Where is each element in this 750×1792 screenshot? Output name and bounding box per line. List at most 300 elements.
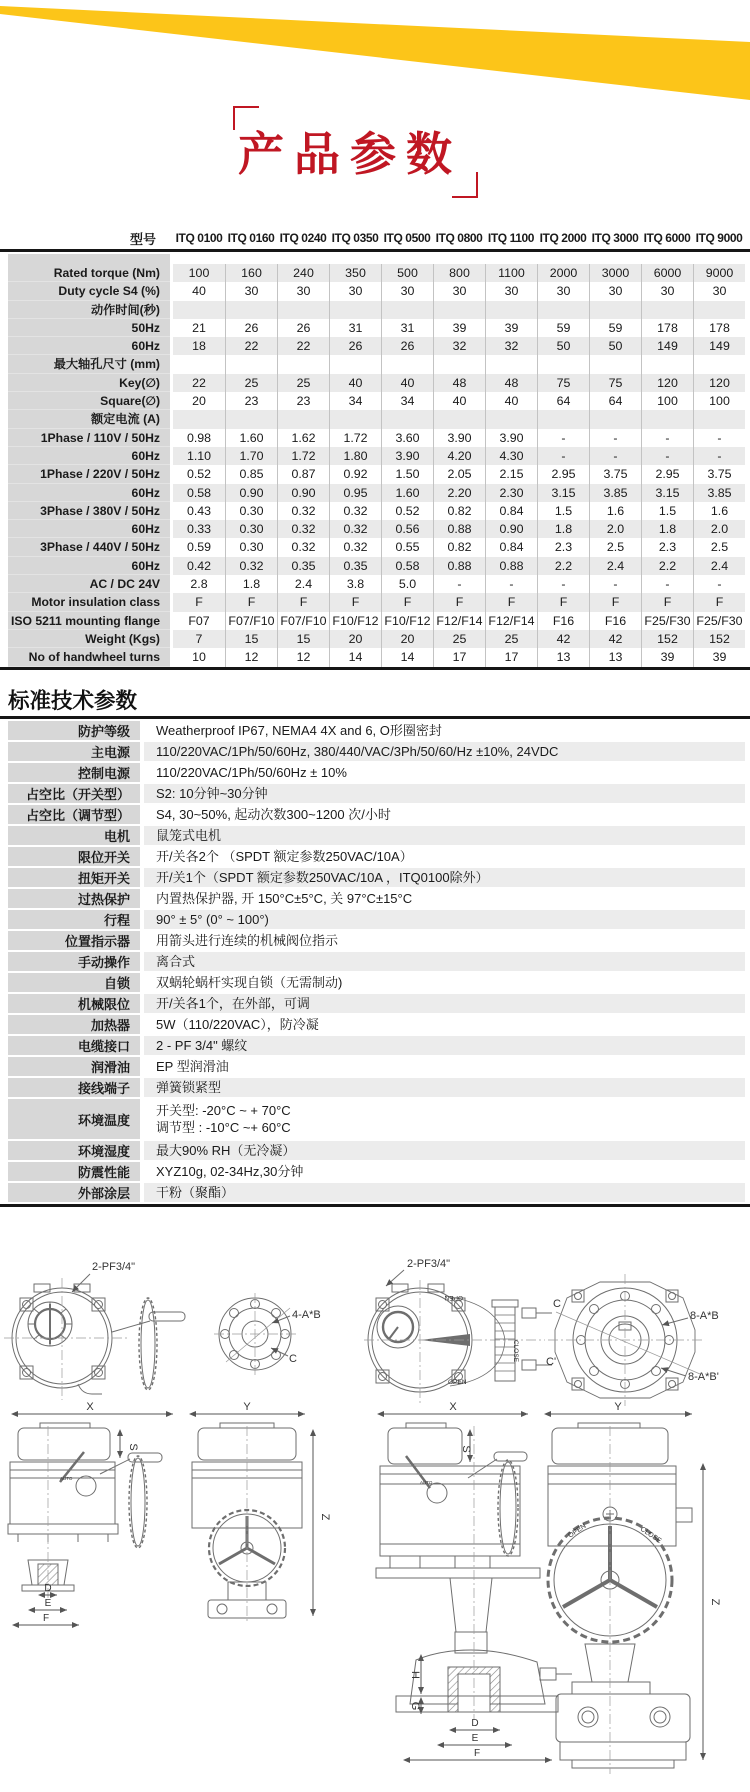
value-cell: 0.43 [186, 503, 212, 518]
value-cell: 2000 [537, 264, 589, 282]
tech-param-label: 主电源 [8, 742, 140, 763]
tech-param-label: 接线端子 [8, 1078, 140, 1099]
row-values [173, 630, 745, 648]
table-row [8, 319, 745, 337]
value-cell [381, 410, 433, 428]
value-cell: F [589, 593, 641, 611]
value-cell: 0.32 [329, 520, 381, 538]
section-c-right: C [553, 1298, 561, 1310]
value-cell: - [641, 575, 693, 593]
section-c-left: C [289, 1353, 297, 1365]
model-header-cell: ITQ 1100 [487, 231, 535, 245]
tech-param-value [144, 1015, 745, 1036]
dim-x-right: X [449, 1401, 457, 1413]
value-cell: 0.52 [186, 467, 212, 482]
tech-param-value [144, 847, 745, 868]
tech-param-value [144, 931, 745, 952]
value-cell [329, 355, 381, 373]
value-cell [433, 410, 485, 428]
dim-z-left: Z [319, 1513, 331, 1521]
value-cell: 178 [693, 319, 745, 337]
model-header-cell: ITQ 0100 [175, 231, 223, 245]
table-section-row [8, 301, 745, 319]
model-header-cell: ITQ 0500 [383, 231, 431, 245]
value-cell [485, 355, 537, 373]
table-row [8, 538, 745, 556]
value-cell: 2.0 [693, 520, 745, 538]
value-cell [277, 410, 329, 428]
value-cell: - [641, 429, 693, 447]
value-cell: F10/F12 [381, 612, 433, 630]
row-values [173, 484, 745, 502]
value-cell [329, 410, 381, 428]
value-cell: 3.15 [537, 484, 589, 502]
value-cell: 40 [433, 392, 485, 410]
value-cell: 39 [485, 319, 537, 337]
tech-param-label: 手动操作 [8, 952, 140, 973]
table-row [8, 575, 745, 593]
value-cell: 31 [329, 319, 381, 337]
value-cell: 1.50 [381, 465, 433, 483]
tech-param-label: 环境湿度 [8, 1141, 140, 1162]
value-cell: 0.84 [485, 502, 537, 520]
row-label: 1Phase / 220V / 50Hz [8, 465, 170, 483]
yellow-ribbon [0, 0, 750, 110]
value-cell: F25/F30 [693, 612, 745, 630]
value-cell: 178 [641, 319, 693, 337]
value-cell: 40 [329, 374, 381, 392]
value-cell: 0.82 [433, 538, 485, 556]
value-cell: 0.90 [277, 484, 329, 502]
tech-param-label: 防震性能 [8, 1162, 140, 1183]
tech-param-label: 外部涂层 [8, 1183, 140, 1204]
tech-param-value [144, 1099, 745, 1141]
tech-param-label: 电缆接口 [8, 1036, 140, 1057]
drawing-topview-left [4, 1274, 185, 1400]
value-cell: 1.8 [641, 520, 693, 538]
value-cell: 14 [381, 648, 433, 666]
tech-param-value-line: Weatherproof IP67, NEMA4 4X and 6, O形圈密封 [156, 723, 442, 738]
table-section-row [8, 410, 745, 428]
dim-d-right: D [471, 1718, 479, 1729]
value-cell [173, 301, 225, 319]
tech-param-value-line: 5W（110/220VAC），防冷凝 [156, 1017, 319, 1032]
title-bracket-bottom-right [452, 172, 478, 198]
row-label: 1Phase / 110V / 50Hz [8, 429, 170, 447]
tech-param-label: 占空比（开关型） [8, 784, 140, 805]
tech-param-value-line: 110/220VAC/1Ph/50/60Hz, 380/440/VAC/3Ph/50/60/Hz ±10%, 24VDC [156, 744, 559, 759]
value-cell: 0.32 [277, 520, 329, 538]
value-cell: 160 [225, 264, 277, 282]
value-cell: 2.2 [641, 557, 693, 575]
tech-param-label: 控制电源 [8, 763, 140, 784]
value-cell: 25 [225, 374, 277, 392]
value-cell: 3.90 [381, 447, 433, 465]
table-row [8, 630, 745, 648]
value-cell: 3.85 [589, 484, 641, 502]
table-row [8, 520, 745, 538]
value-cell: 30 [381, 282, 433, 300]
row-label: 60Hz [8, 520, 170, 538]
open-label-wheel: OPEN [567, 1522, 588, 1540]
value-cell: 15 [225, 630, 277, 648]
row-label: 50Hz [8, 319, 170, 337]
row-values [173, 447, 745, 465]
value-cell: 25 [433, 630, 485, 648]
value-cell: 17 [485, 648, 537, 666]
value-cell: 100 [173, 264, 225, 282]
value-cell: 48 [485, 374, 537, 392]
value-cell: - [537, 429, 589, 447]
value-cell: 0.35 [329, 557, 381, 575]
dim-y-left: Y [243, 1401, 251, 1413]
value-cell: 2.20 [433, 484, 485, 502]
value-cell: 75 [589, 374, 641, 392]
value-cell: 0.32 [329, 538, 381, 556]
value-cell: 1.70 [225, 447, 277, 465]
row-values [173, 557, 745, 575]
value-cell: 0.85 [225, 465, 277, 483]
model-header-cell: ITQ 0350 [331, 231, 379, 245]
tech-param-value [144, 973, 745, 994]
value-cell: - [693, 575, 745, 593]
value-cell [589, 355, 641, 373]
value-cell: 39 [433, 319, 485, 337]
value-cell: 2.3 [537, 538, 589, 556]
value-cell: 149 [693, 337, 745, 355]
value-cell: 3.75 [589, 465, 641, 483]
conduit-callout-left: 2-PF3/4" [92, 1261, 136, 1273]
model-header-label: 型号 [129, 231, 156, 247]
tech-param-label: 环境温度 [8, 1099, 140, 1141]
value-cell: F [173, 593, 225, 611]
value-cell: 3000 [589, 264, 641, 282]
tech-param-row [8, 1099, 745, 1141]
value-cell: 1.62 [277, 429, 329, 447]
value-cell [485, 301, 537, 319]
value-cell: F16 [589, 612, 641, 630]
row-values [173, 374, 745, 392]
value-cell: 0.35 [277, 557, 329, 575]
value-cell [433, 355, 485, 373]
value-cell: 0.84 [485, 538, 537, 556]
value-cell: 0.88 [485, 557, 537, 575]
tech-param-value [144, 763, 745, 784]
value-cell: 30 [433, 282, 485, 300]
value-cell: 23 [277, 392, 329, 410]
tech-param-value-line: 内置热保护器, 开 150°C±5°C, 关 97°C±15°C [156, 891, 413, 906]
tech-param-label: 位置指示器 [8, 931, 140, 952]
tech-param-value [144, 1036, 745, 1057]
value-cell: 0.56 [381, 520, 433, 538]
table-spacer-label [8, 254, 170, 264]
value-cell: 6000 [641, 264, 693, 282]
value-cell: 17 [433, 648, 485, 666]
value-cell: 20 [192, 394, 206, 409]
value-cell: 30 [537, 282, 589, 300]
tech-param-value-line: 2 - PF 3/4" 螺纹 [156, 1038, 248, 1053]
row-label: Rated torque (Nm) [8, 264, 170, 282]
divider-top [0, 249, 750, 252]
row-values [173, 538, 745, 556]
tech-param-value-line: 开/关1个（SPDT 额定参数250VAC/10A ，ITQ0100除外） [156, 870, 489, 885]
value-cell: 0.87 [277, 465, 329, 483]
model-header-cell: ITQ 0160 [227, 231, 275, 245]
value-cell [225, 301, 277, 319]
value-cell [537, 410, 589, 428]
table-row [8, 502, 745, 520]
value-cell: F [693, 593, 745, 611]
value-cell: 1.6 [589, 502, 641, 520]
tech-param-row [8, 1162, 745, 1183]
value-cell: 18 [173, 337, 225, 355]
table-row [8, 648, 745, 666]
value-cell: 0.30 [225, 502, 277, 520]
value-cell: 39 [693, 648, 745, 666]
row-label: 60Hz [8, 447, 170, 465]
value-cell [589, 410, 641, 428]
value-cell: 32 [433, 337, 485, 355]
value-cell: - [589, 575, 641, 593]
value-cell: 0.92 [329, 465, 381, 483]
tech-param-row [8, 721, 745, 742]
value-cell: 3.8 [329, 575, 381, 593]
tech-param-row [8, 910, 745, 931]
value-cell: - [433, 575, 485, 593]
table-row [8, 447, 745, 465]
value-cell [641, 410, 693, 428]
table-row [8, 337, 745, 355]
value-cell: F25/F30 [641, 612, 693, 630]
value-cell [433, 301, 485, 319]
value-cell: 3.90 [433, 429, 485, 447]
value-cell: 50 [537, 337, 589, 355]
value-cell: 2.4 [589, 557, 641, 575]
value-cell: 40 [381, 374, 433, 392]
tech-param-value [144, 952, 745, 973]
model-header-cell: ITQ 0800 [435, 231, 483, 245]
tech-param-row [8, 784, 745, 805]
tech-param-row [8, 1141, 745, 1162]
tech-param-value [144, 742, 745, 763]
value-cell: 32 [485, 337, 537, 355]
value-cell: 34 [381, 392, 433, 410]
value-cell: 0.33 [173, 520, 225, 538]
value-cell: 13 [589, 648, 641, 666]
value-cell: 13 [537, 648, 589, 666]
table-row [8, 557, 745, 575]
value-cell: F [485, 593, 537, 611]
tech-param-label: 占空比（调节型） [8, 805, 140, 826]
tech-param-value-line: 最大90% RH（无冷凝） [156, 1143, 296, 1158]
value-cell: 0.30 [225, 520, 277, 538]
value-cell: 2.5 [693, 538, 745, 556]
value-cell: 0.95 [329, 484, 381, 502]
value-cell: 3.60 [381, 429, 433, 447]
tech-param-value-line: 弹簧锁紧型 [156, 1080, 222, 1095]
value-cell [381, 301, 433, 319]
tech-param-value [144, 910, 745, 931]
value-cell: 3.90 [485, 429, 537, 447]
dim-g-right: G [409, 1701, 421, 1711]
tech-param-value-line: XYZ10g, 02-34Hz,30分钟 [156, 1164, 304, 1179]
value-cell: F07 [188, 613, 210, 628]
table-spacer-row [8, 254, 745, 264]
value-cell: 0.82 [433, 502, 485, 520]
row-label: Key(∅) [8, 374, 170, 392]
value-cell: F12/F14 [485, 612, 537, 630]
table-row [8, 465, 745, 483]
value-cell: 30 [693, 282, 745, 300]
value-cell [277, 301, 329, 319]
value-cell: 48 [433, 374, 485, 392]
table-row [8, 392, 745, 410]
value-cell: 9000 [693, 264, 745, 282]
tech-param-row [8, 826, 745, 847]
value-cell: 1.80 [329, 447, 381, 465]
dimension-drawings [0, 1212, 750, 1792]
value-cell: 21 [192, 320, 206, 335]
tech-param-label: 电机 [8, 826, 140, 847]
tech-param-value [144, 1141, 745, 1162]
value-cell: 0.58 [173, 484, 225, 502]
value-cell: 2.0 [589, 520, 641, 538]
value-cell: - [589, 429, 641, 447]
tech-param-label: 机械限位 [8, 994, 140, 1015]
value-cell: 12 [225, 648, 277, 666]
tech-param-value [144, 868, 745, 889]
table-row [8, 612, 745, 630]
row-values [173, 410, 745, 428]
value-cell: 7 [173, 630, 225, 648]
value-cell [277, 355, 329, 373]
row-values [173, 465, 745, 483]
tech-param-label: 防护等级 [8, 721, 140, 742]
value-cell: 22 [173, 374, 225, 392]
value-cell: - [589, 447, 641, 465]
value-cell: 30 [641, 282, 693, 300]
value-cell: 2.95 [641, 465, 693, 483]
value-cell: 240 [277, 264, 329, 282]
value-cell: 152 [693, 630, 745, 648]
tech-param-value [144, 994, 745, 1015]
value-cell: 1.5 [641, 502, 693, 520]
value-cell: 26 [277, 319, 329, 337]
dim-h-right: H [409, 1671, 421, 1679]
tech-param-value-line: 开/关各1个，在外部，可调 [156, 996, 310, 1011]
row-label: 60Hz [8, 484, 170, 502]
value-cell: 31 [381, 319, 433, 337]
value-cell: 59 [537, 319, 589, 337]
value-cell: 1.8 [225, 575, 277, 593]
value-cell [693, 355, 745, 373]
table-section-row [8, 355, 745, 373]
row-label: 3Phase / 380V / 50Hz [8, 502, 170, 520]
value-cell: F [641, 593, 693, 611]
value-cell: 26 [329, 337, 381, 355]
value-cell: - [693, 429, 745, 447]
value-cell: 10 [192, 650, 206, 665]
value-cell: 25 [277, 374, 329, 392]
value-cell: F16 [537, 612, 589, 630]
flange8a-callout: 8-A*B [690, 1310, 719, 1322]
tech-param-value-line: 用箭头进行连续的机械阀位指示 [156, 933, 339, 948]
value-cell: 0.88 [433, 557, 485, 575]
value-cell: 0.42 [173, 557, 225, 575]
tech-param-value [144, 784, 745, 805]
value-cell: 100 [641, 392, 693, 410]
row-values [173, 264, 745, 282]
dim-x-left: X [86, 1401, 94, 1413]
value-cell: 25 [485, 630, 537, 648]
value-cell: 3.85 [693, 484, 745, 502]
value-cell: 20 [329, 630, 381, 648]
value-cell [225, 355, 277, 373]
tech-param-value [144, 1078, 745, 1099]
row-values [173, 612, 745, 630]
value-cell: 39 [641, 648, 693, 666]
row-label: 60Hz [8, 337, 170, 355]
row-label: Motor insulation class [8, 593, 170, 611]
value-cell: 1.72 [277, 447, 329, 465]
row-values [173, 593, 745, 611]
value-cell: 0.32 [329, 502, 381, 520]
value-cell: 2.05 [433, 465, 485, 483]
value-cell: 2.95 [537, 465, 589, 483]
value-cell: 22 [277, 337, 329, 355]
table-row [8, 484, 745, 502]
value-cell: 149 [641, 337, 693, 355]
table-row [8, 429, 745, 447]
value-cell: 350 [329, 264, 381, 282]
model-header-row [8, 228, 745, 248]
value-cell: 1.6 [693, 502, 745, 520]
tech-param-row [8, 868, 745, 889]
value-cell: 1.10 [173, 447, 225, 465]
row-values [173, 337, 745, 355]
value-cell: 50 [589, 337, 641, 355]
tech-param-row [8, 763, 745, 784]
row-values [173, 502, 745, 520]
value-cell [693, 410, 745, 428]
value-cell: F [225, 593, 277, 611]
auto-label-right: AUTO [420, 1480, 433, 1485]
value-cell: 120 [641, 374, 693, 392]
dim-e-left: E [44, 1598, 52, 1609]
value-cell: F07/F10 [277, 612, 329, 630]
tech-param-value-line: 鼠笼式电机 [156, 828, 222, 843]
tech-param-row [8, 1015, 745, 1036]
flange4-callout: 4-A*B [292, 1309, 321, 1321]
tech-param-value [144, 1183, 745, 1204]
model-header-cell: ITQ 0240 [279, 231, 327, 245]
row-label: 动作时间(秒) [8, 301, 170, 319]
value-cell: 64 [589, 392, 641, 410]
value-cell [173, 410, 225, 428]
row-label: No of handwheel turns [8, 648, 170, 666]
table-row [8, 374, 745, 392]
value-cell: 12 [277, 648, 329, 666]
tech-param-value-line: 开/关各2个 （SPDT 额定参数250VAC/10A） [156, 849, 413, 864]
value-cell: 1100 [485, 264, 537, 282]
tech-param-value-line: 90° ± 5° (0° ~ 100°) [156, 912, 269, 927]
model-header-cells [173, 231, 745, 245]
open-label-bottom: OPEN [448, 1379, 467, 1386]
row-values [173, 429, 745, 447]
value-cell: 0.55 [381, 538, 433, 556]
main-spec-table [8, 254, 745, 667]
value-cell: 2.4 [693, 557, 745, 575]
